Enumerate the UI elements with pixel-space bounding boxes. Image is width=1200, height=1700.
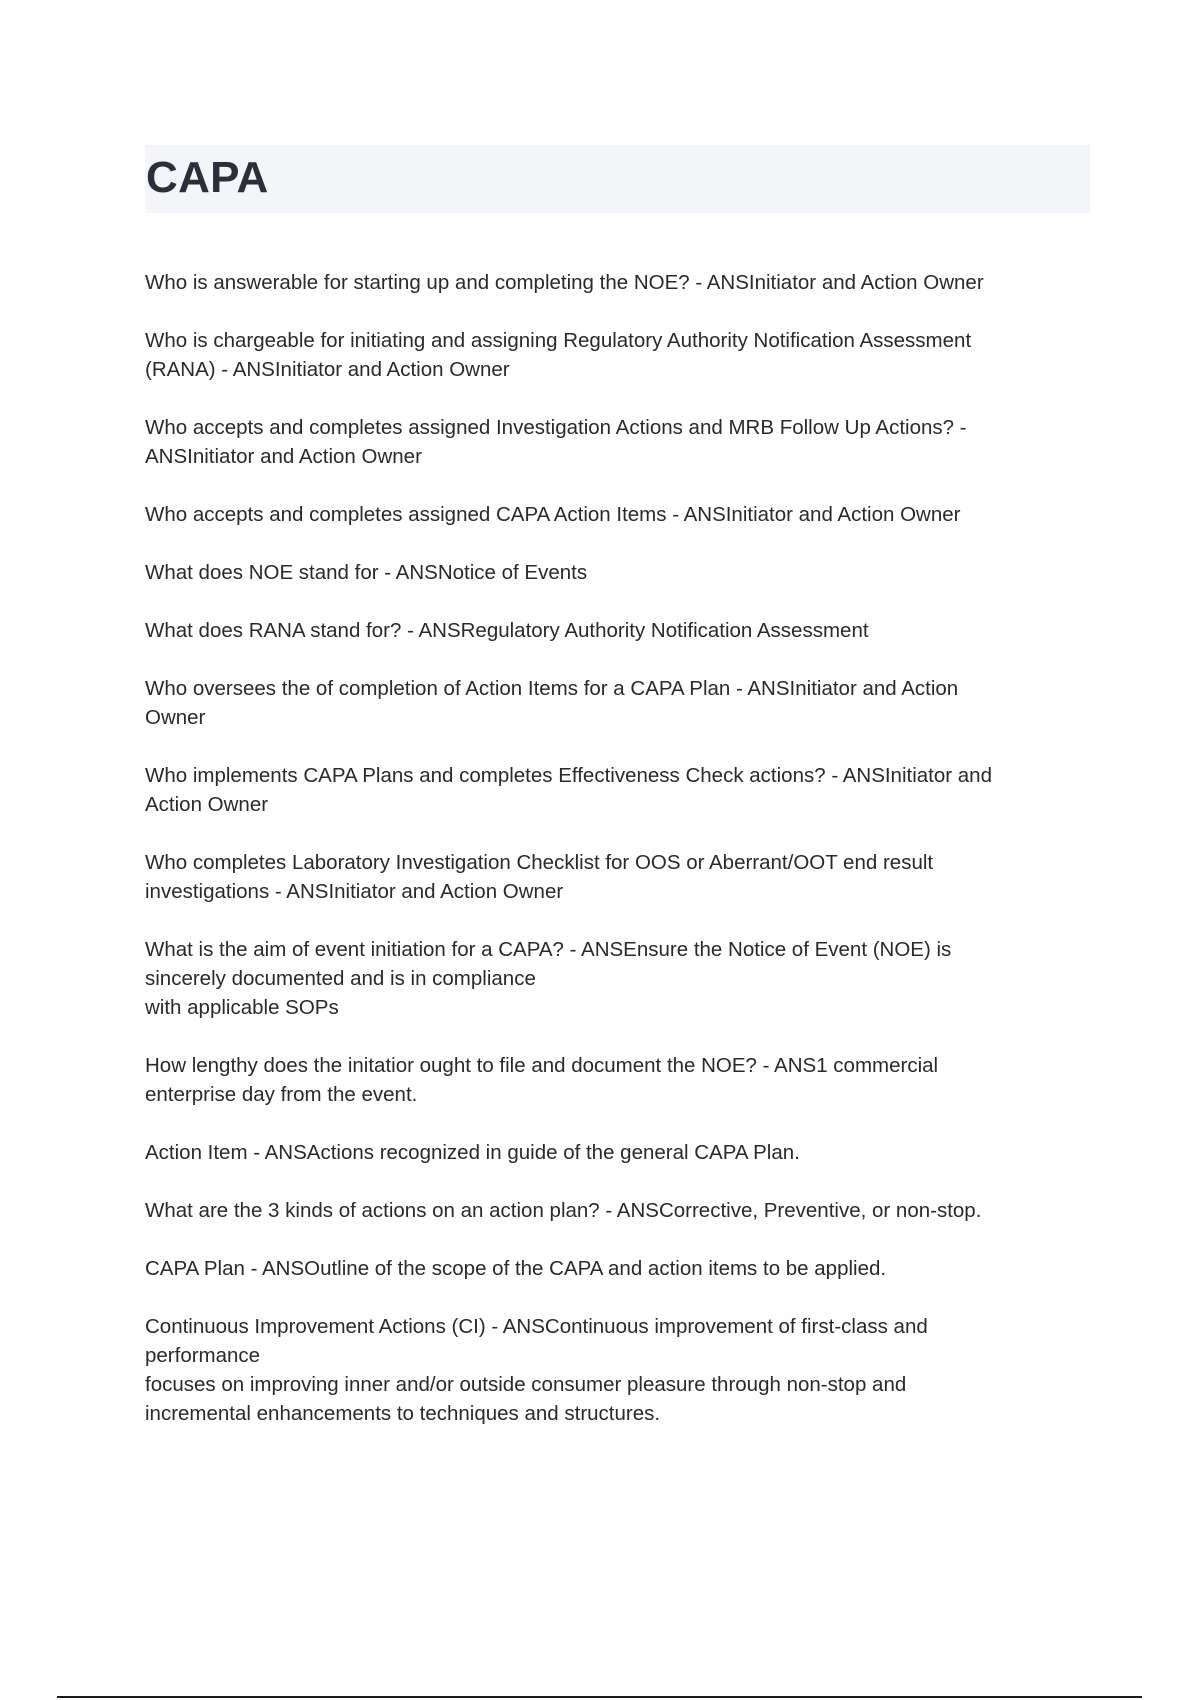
qa-item: CAPA Plan - ANSOutline of the scope of the CAPA and action items to be applied. [145,1257,887,1280]
qa-item: Action Item - ANSActions recognized in guide of the general CAPA Plan. [145,1141,800,1164]
qa-item: How lengthy does the initatior ought to file and document the NOE? - ANS1 commercial enterprise day from the event. [145,1054,939,1106]
qa-item: Who is chargeable for initiating and assigning Regulatory Authority Notification Assessment (RANA) - ANSInitiator and Action Owner [145,329,972,381]
qa-item: Who is answerable for starting up and completing the NOE? - ANSInitiator and Action Owner [145,271,984,294]
qa-item: Who implements CAPA Plans and completes Effectiveness Check actions? - ANSInitiator and Action Owner [145,764,992,816]
qa-item: What is the aim of event initiation for a CAPA? - ANSEnsure the Notice of Event (NOE) is sincerely documented and is in compliance with applicable SOPs [145,938,952,1019]
page-title: CAPA [146,153,269,202]
qa-item: Who accepts and completes assigned CAPA Action Items - ANSInitiator and Action Owner [145,503,961,526]
qa-item: What does NOE stand for - ANSNotice of Events [145,561,588,584]
qa-list [145,268,1090,1457]
footer-divider [57,1696,1142,1698]
qa-item: What are the 3 kinds of actions on an action plan? - ANSCorrective, Preventive, or non-stop. [145,1199,982,1222]
qa-item: Who oversees the of completion of Action Items for a CAPA Plan - ANSInitiator and Action Owner [145,677,959,729]
qa-item: Continuous Improvement Actions (CI) - ANSContinuous improvement of first-class and performance focuses on improving inner and/or outside consumer pleasure through non-stop and incremental enhancements to techniques and structures. [145,1315,928,1425]
qa-item: Who accepts and completes assigned Investigation Actions and MRB Follow Up Actions? - ANSInitiator and Action Owner [145,416,967,468]
title-banner [145,145,1090,213]
qa-item: What does RANA stand for? - ANSRegulatory Authority Notification Assessment [145,619,869,642]
qa-item: Who completes Laboratory Investigation Checklist for OOS or Aberrant/OOT end result investigations - ANSInitiator and Action Owner [145,851,934,903]
